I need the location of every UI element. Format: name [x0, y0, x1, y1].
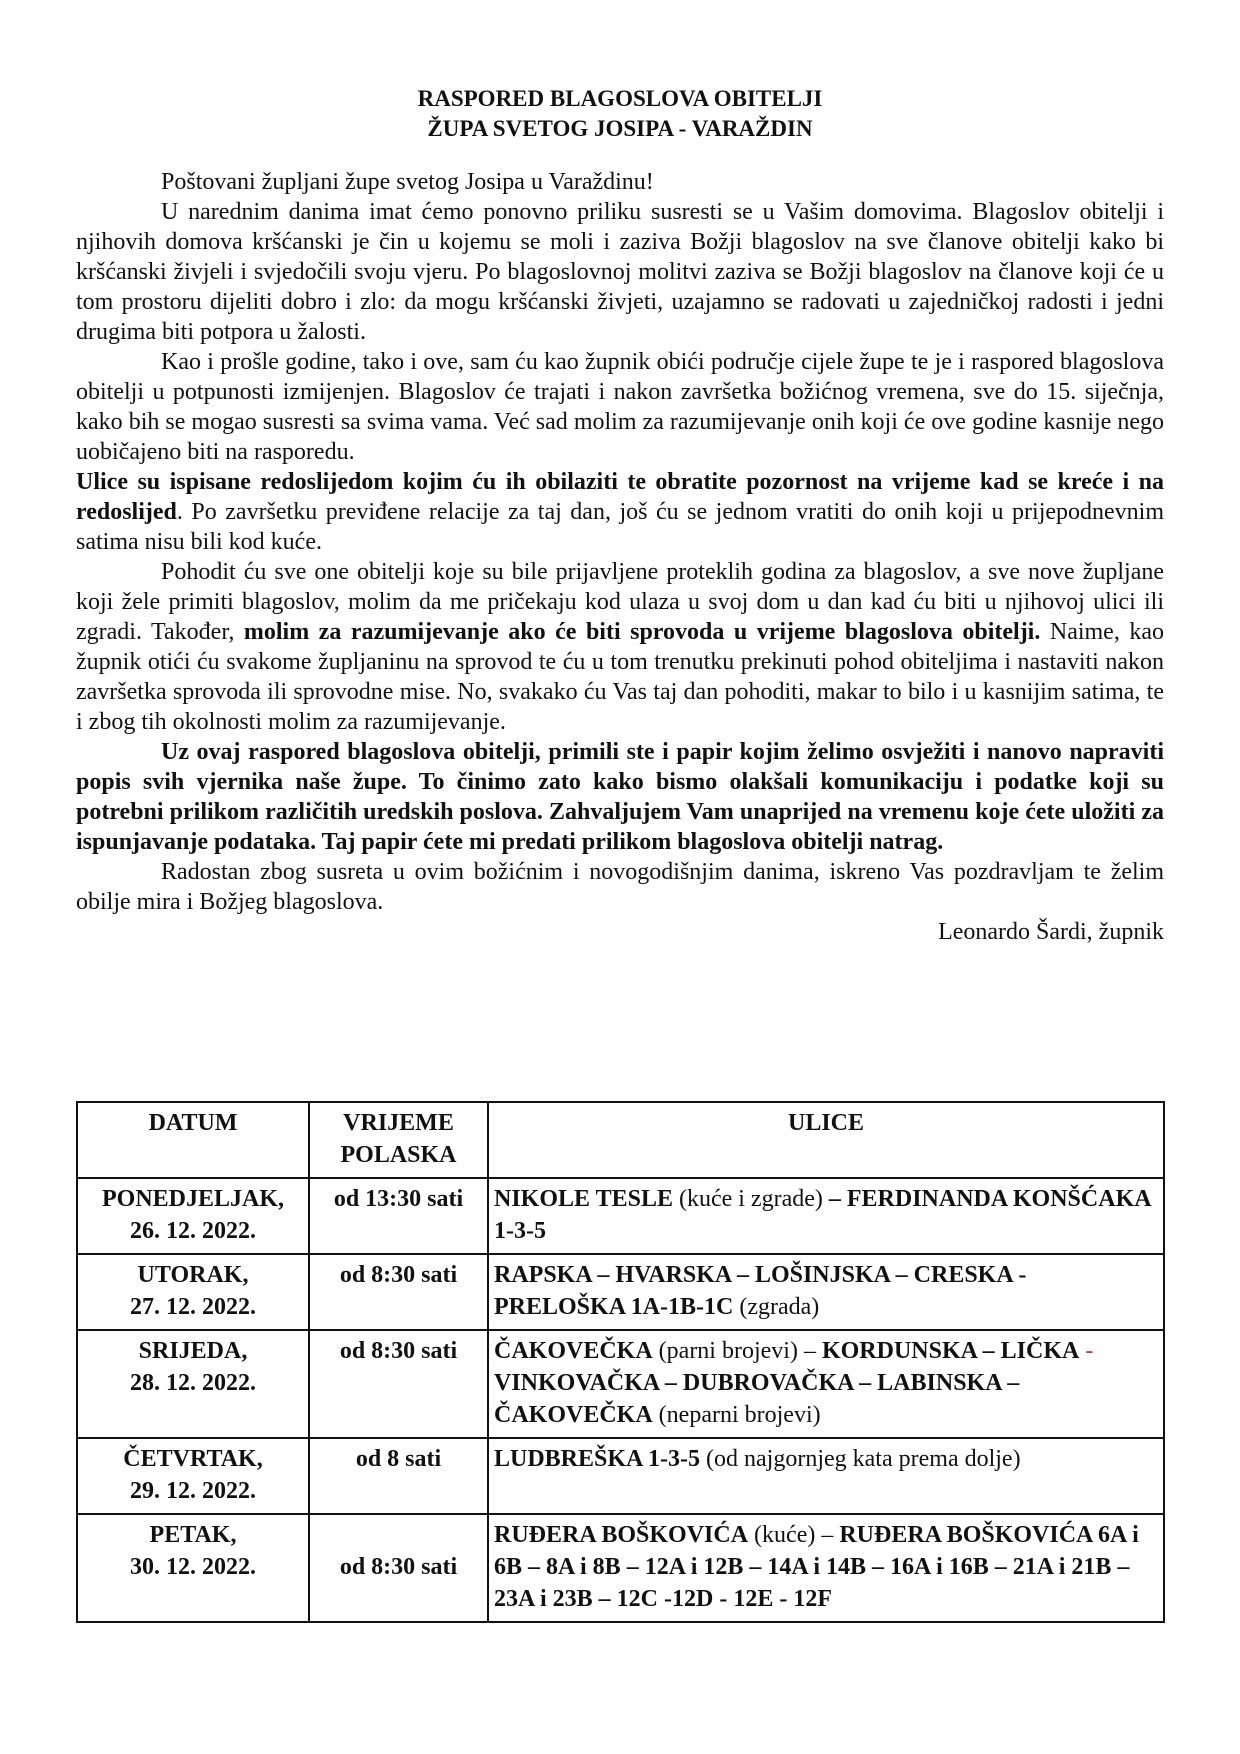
title-line-1: RASPORED BLAGOSLOVA OBITELJI — [417, 86, 823, 111]
time-cell: od 8:30 sati — [309, 1254, 488, 1330]
p4-intro: Pohodit ću sve one obitelji koje su bile prijavljene proteklih godina za blagoslov, a sve nove župljane koji žele primiti blagoslov, molim da me pričekaju kod ulaza u svoj dom u dan kad ću biti u njihovoj ulici ili zgradi. Također, — [76, 559, 1164, 645]
street-name: – FERDINANDA KONŠĆAKA 1-3-5 — [494, 1186, 1151, 1244]
red-dash: - — [1079, 1338, 1094, 1364]
street-note: (zgrada) — [733, 1294, 820, 1320]
date-value: 28. 12. 2022. — [130, 1370, 256, 1396]
street-name: NIKOLE TESLE — [494, 1186, 673, 1212]
time-cell: od 8 sati — [309, 1438, 488, 1514]
funeral-notice: molim za razumijevanje ako će biti sprovoda u vrijeme blagoslova obitelji. — [243, 619, 1041, 645]
p4-rest: Naime, kao župnik otići ću svakome župljaninu na sprovod te ću u tom trenutku prekinuti pohod obiteljima i nastaviti nakon završetka sprovoda ili sprovodne mise. No, svakako ću Vas taj dan pohoditi, makar to bilo i u kasnijim satima, te i zbog tih okolnosti molim za razumijevanje. — [76, 619, 1164, 735]
street-name: LUDBREŠKA 1-3-5 — [494, 1446, 701, 1472]
pastor-letter — [76, 167, 1164, 947]
signature: Leonardo Šardi, župnik — [938, 919, 1164, 945]
table-row — [77, 1178, 1164, 1254]
table-row — [77, 1254, 1164, 1330]
letter-paragraph-4 — [76, 557, 1164, 737]
street-name: VINKOVAČKA – DUBROVAČKA – LABINSKA – ČAKOVEČKA — [494, 1370, 1020, 1428]
header-time: VRIJEME POLASKA — [309, 1102, 488, 1178]
date-value: 30. 12. 2022. — [130, 1554, 256, 1580]
street-name: RUĐERA BOŠKOVIĆA 6A i 6B – 8A i 8B – 12A i 12B – 14A i 14B – 16A i 16B – 21A i 21B – 23A i 23B – 12C -12D - 12E - 12F — [494, 1522, 1139, 1612]
order-notice-rest: . Po završetku previđene relacije za taj dan, još ću se jednom vratiti do onih koji u prijepodnevnim satima nisu bili kod kuće. — [76, 499, 1164, 555]
date-value: 27. 12. 2022. — [130, 1294, 256, 1320]
street-note: (parni brojevi) – — [652, 1338, 822, 1364]
table-row — [77, 1514, 1164, 1622]
letter-paragraph-3 — [76, 467, 1164, 557]
letter-paragraph-1: U narednim danima imat ćemo ponovno priliku susresti se u Vašim domovima. Blagoslov obitelji i njihovih domova kršćanski je čin u kojemu se moli i zaziva Božji blagoslov na sve članove obitelji kako bi kršćanski živjeli i svjedočili svoju vjeru. Po blagoslovnoj molitvi zaziva se Božji blagoslov na članove koji će u tom prostoru dijeliti dobro i zlo: da mogu kršćanski živjeti, uzajamno se radovati u zajedničkoj radosti i jedni drugima biti potpora u žalosti. — [76, 199, 1164, 345]
header-streets: ULICE — [488, 1102, 1164, 1178]
time-cell: od 8:30 sati — [309, 1330, 488, 1438]
street-note: (kuće i zgrade) — [672, 1186, 829, 1212]
letter-paragraph-5 — [76, 737, 1164, 857]
street-note: (neparni brojevi) — [652, 1402, 821, 1428]
street-name: RUĐERA BOŠKOVIĆA — [494, 1522, 749, 1548]
letter-paragraph-2: Kao i prošle godine, tako i ove, sam ću kao župnik obići područje cijele župe te je i raspored blagoslova obitelji u potpunosti izmijenjen. Blagoslov će trajati i nakon završetka božićnog vremena, sve do 15. siječnja, kako bih se mogao susresti sa svima vama. Već sad molim za razumijevanje onih koji će ove godine kasnije nego uobičajeno biti na rasporedu. — [76, 349, 1164, 465]
title-line-2: ŽUPA SVETOG JOSIPA - VARAŽDIN — [427, 116, 813, 141]
letter-greeting: Poštovani župljani župe svetog Josipa u Varaždinu! — [161, 169, 654, 195]
time-cell: od 8:30 sati — [309, 1514, 488, 1622]
date-cell — [77, 1438, 309, 1514]
street-name: KORDUNSKA – LIČKA — [821, 1338, 1080, 1364]
street-name: RAPSKA – HVARSKA – LOŠINJSKA – CRESKA - PRELOŠKA 1A-1B-1C — [494, 1262, 1027, 1320]
table-row — [77, 1438, 1164, 1514]
date-cell — [77, 1254, 309, 1330]
day-name: UTORAK, — [137, 1262, 249, 1288]
order-notice: Ulice su ispisane redoslijedom kojim ću ih obilaziti te obratite pozornost na vrijeme kad se kreće i na redoslijed — [76, 469, 1164, 525]
streets-cell — [488, 1514, 1164, 1622]
blessing-schedule-table — [76, 1101, 1165, 1623]
date-cell — [77, 1330, 309, 1438]
street-name: ČAKOVEČKA — [494, 1338, 653, 1364]
streets-cell — [488, 1438, 1164, 1514]
date-cell — [77, 1514, 309, 1622]
streets-cell — [488, 1178, 1164, 1254]
day-name: PETAK, — [149, 1522, 237, 1548]
time-cell: od 13:30 sati — [309, 1178, 488, 1254]
streets-cell — [488, 1254, 1164, 1330]
document-title — [0, 84, 1240, 144]
census-notice: Uz ovaj raspored blagoslova obitelji, primili ste i papir kojim želimo osvježiti i nanovo napraviti popis svih vjernika naše župe. To činimo zato kako bismo olakšali komunikaciju i podatke koji su potrebni prilikom različitih uredskih poslova. Zahvaljujem Vam unaprijed na vremenu koje ćete uložiti za ispunjavanje podataka. Taj papir ćete mi predati prilikom blagoslova obitelji natrag. — [76, 739, 1164, 855]
street-note: (od najgornjeg kata prema dolje) — [700, 1446, 1021, 1472]
date-value: 26. 12. 2022. — [130, 1218, 256, 1244]
header-date: DATUM — [77, 1102, 309, 1178]
date-value: 29. 12. 2022. — [130, 1478, 256, 1504]
date-cell — [77, 1178, 309, 1254]
day-name: PONEDJELJAK, — [101, 1186, 284, 1212]
day-name: SRIJEDA, — [138, 1338, 248, 1364]
table-header-row — [77, 1102, 1164, 1178]
day-name: ČETVRTAK, — [123, 1446, 263, 1472]
streets-cell — [488, 1330, 1164, 1438]
table-row — [77, 1330, 1164, 1438]
street-note: (kuće) – — [748, 1522, 840, 1548]
letter-paragraph-6: Radostan zbog susreta u ovim božićnim i novogodišnjim danima, iskreno Vas pozdravljam te želim obilje mira i Božjeg blagoslova. — [76, 859, 1164, 915]
